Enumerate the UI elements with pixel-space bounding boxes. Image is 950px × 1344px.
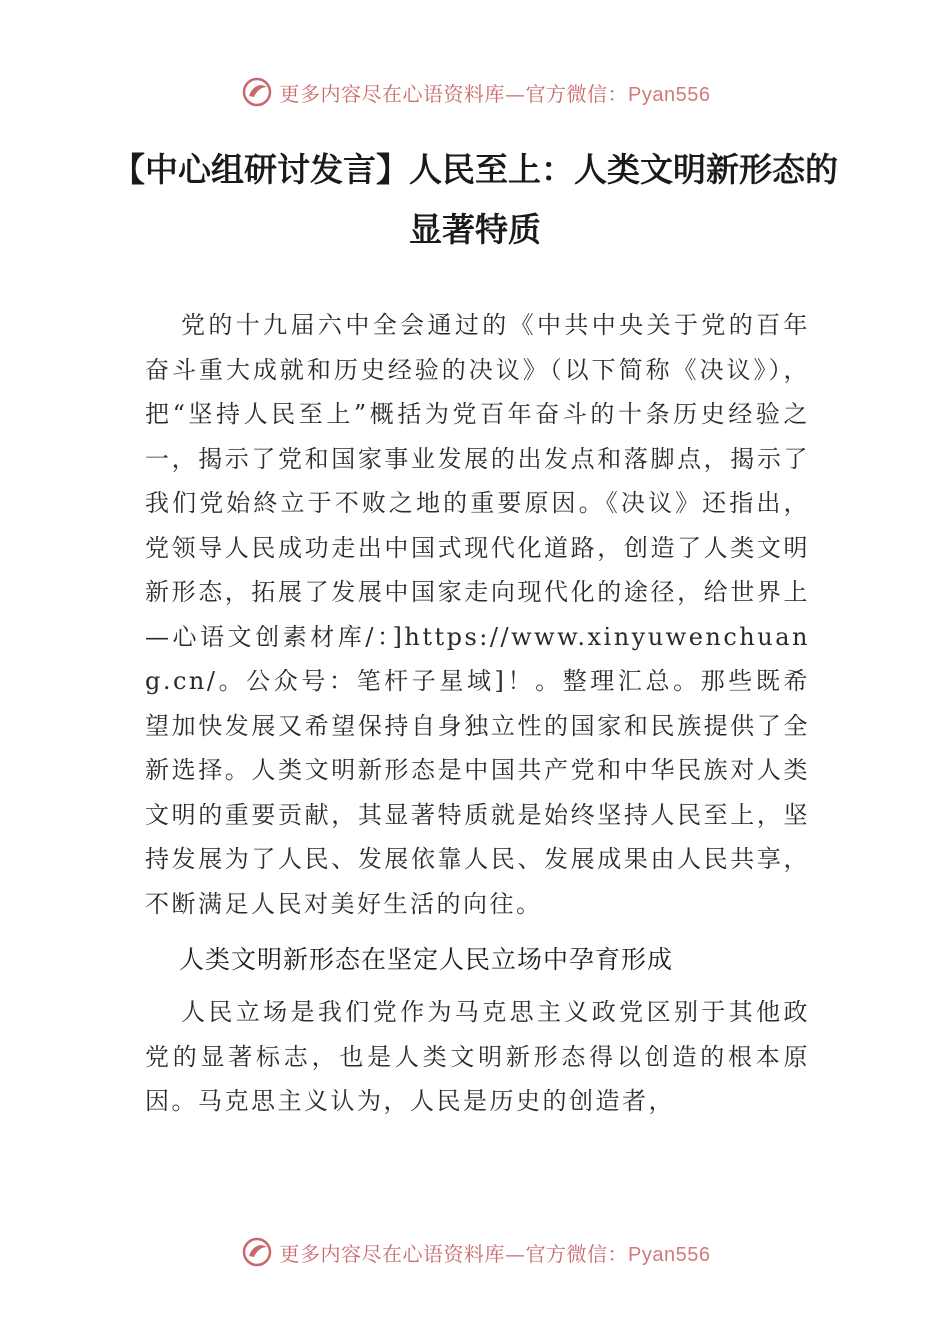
brand-logo-icon (240, 1235, 274, 1269)
header-banner (0, 72, 950, 112)
brand-logo-icon (240, 75, 274, 109)
paragraph: 人民立场是我们党作为马克思主义政党区别于其他政党的显著标志，也是人类文明新形态得以创造的根本原因。马克思主义认为，人民是历史的创造者， (145, 998, 810, 1115)
banner-label: 更多内容尽在心语资料库—官方微信： (279, 81, 629, 106)
footer-banner (0, 1232, 950, 1272)
banner-wechat-id: Pyan556 (628, 83, 711, 106)
page-title: 【中心组研讨发言】人民至上：人类文明新形态的显著特质 (112, 150, 838, 249)
section-heading: 人类文明新形态在坚定人民立场中孕育形成 (179, 945, 674, 974)
article-body (145, 303, 810, 1124)
banner-text (280, 1238, 711, 1267)
banner-label: 更多内容尽在心语资料库—官方微信： (279, 1241, 629, 1266)
banner-wechat-id: Pyan556 (628, 1243, 711, 1266)
paragraph: 党的十九届六中全会通过的《中共中央关于党的百年奋斗重大成就和历史经验的决议》（以下简称《决议》），把“坚持人民至上”概括为党百年奋斗的十条历史经验之一，揭示了党和国家事业发展的出发点和落脚点，揭示了我们党始終立于不败之地的重要原因。《决议》还指出，党领导人民成功走出中国式现代化道路，创造了人类文明新形态，拓展了发展中国家走向现代化的途径，给世界上—心语文创素材库/：]https://www.xinyuwenchuang.cn/。公众号：笔杆子星域]！。整理汇总。那些既希望加快发展又希望保持自身独立性的国家和民族提供了全新选择。人类文明新形态是中国共产党和中华民族对人类文明的重要贡献，其显著特质就是始终坚持人民至上，坚持发展为了人民、发展依靠人民、发展成果由人民共享，不断满足人民对美好生活的向往。 (145, 311, 810, 918)
banner-text (280, 78, 711, 107)
